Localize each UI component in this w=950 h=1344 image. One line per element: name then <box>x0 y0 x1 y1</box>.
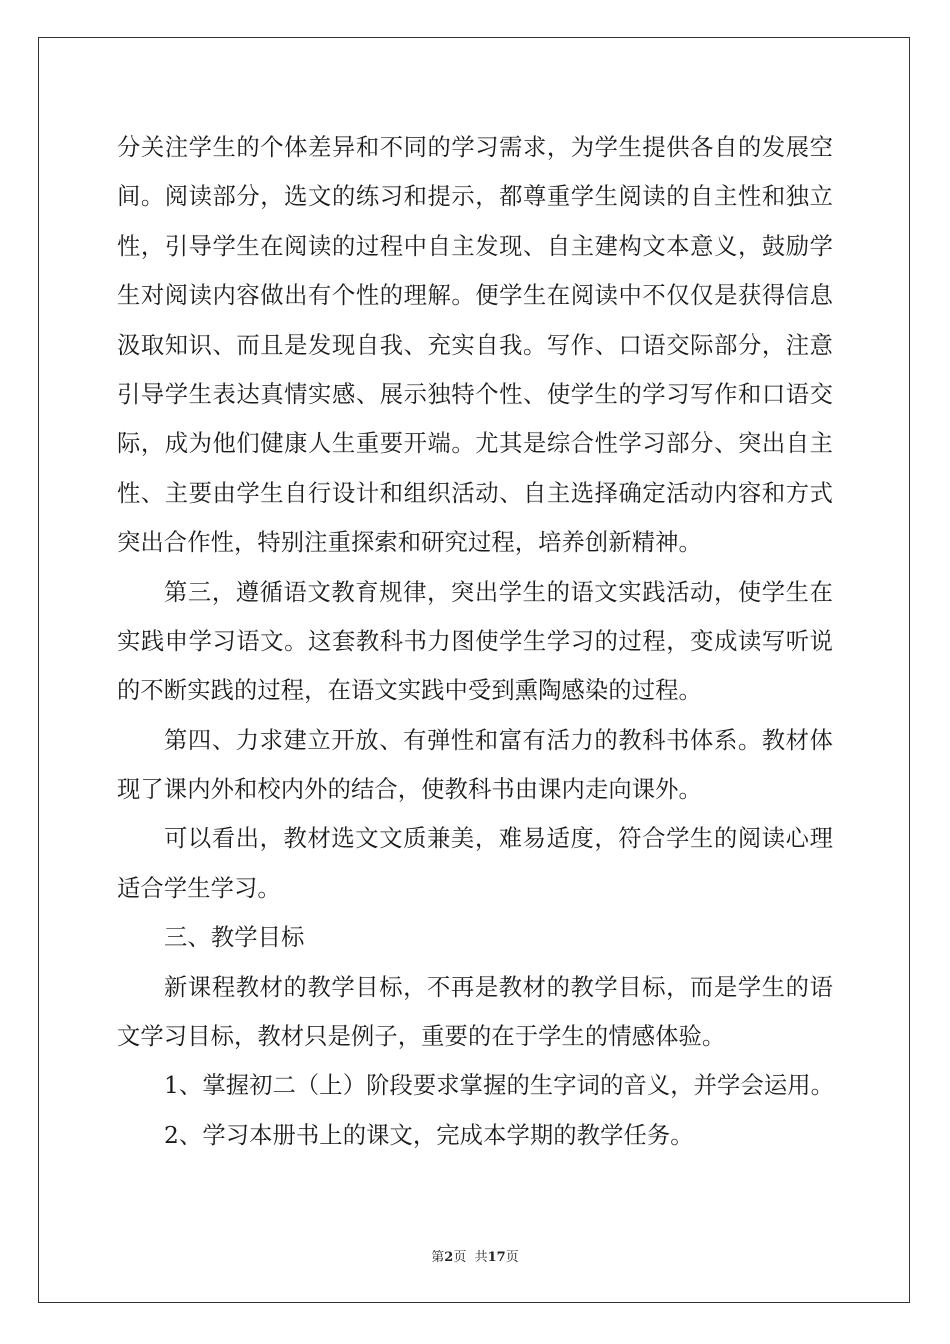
list-item: 1、掌握初二（上）阶段要求掌握的生字词的音义，并学会运用。 <box>164 1072 835 1100</box>
footer-page-number: 2 <box>444 1250 454 1265</box>
document-body <box>117 128 833 1165</box>
text-line: 实践申学习语文。这套教科书力图使学生学习的过程，变成读写听说 <box>117 627 833 655</box>
text-line: 汲取知识、而且是发现自我、充实自我。写作、口语交际部分，注意 <box>117 331 833 359</box>
footer-total-pages: 17 <box>487 1250 506 1265</box>
paragraph-fourth-line: 第四、力求建立开放、有弹性和富有活力的教科书体系。教材体 <box>164 726 833 754</box>
paragraph-summary-line: 可以看出，教材选文文质兼美，难易适度，符合学生的阅读心理 <box>164 825 833 853</box>
text-line: 分关注学生的个体差异和不同的学习需求，为学生提供各自的发展空 <box>117 134 833 161</box>
text-line: 现了课内外和校内外的结合，使教科书由课内走向课外。 <box>117 776 702 804</box>
text-line: 间。阅读部分，选文的练习和提示，都尊重学生阅读的自主性和独立 <box>117 183 833 211</box>
paragraph-third-line: 第三，遵循语文教育规律，突出学生的语文实践活动，使学生在 <box>164 578 833 606</box>
page-footer <box>0 1246 950 1265</box>
text-line: 文学习目标，教材只是例子，重要的在于学生的情感体验。 <box>117 1023 726 1051</box>
list-item: 2、学习本册书上的课文，完成本学期的教学任务。 <box>164 1121 694 1149</box>
footer-mid: 页 共 <box>453 1250 488 1265</box>
text-line: 突出合作性，特别注重探索和研究过程，培养创新精神。 <box>117 529 702 557</box>
text-line: 引导学生表达真情实感、展示独特个性、使学生的学习写作和口语交 <box>117 380 833 408</box>
paragraph-goals-line: 新课程教材的教学目标，不再是教材的教学目标，而是学生的语 <box>164 973 833 1001</box>
text-line: 生对阅读内容做出有个性的理解。便学生在阅读中不仅仅是获得信息 <box>117 282 833 310</box>
text-line: 的不断实践的过程，在语文实践中受到熏陶感染的过程。 <box>117 677 702 705</box>
text-line: 际，成为他们健康人生重要开端。尤其是综合性学习部分、突出自主 <box>117 430 833 458</box>
section-heading: 三、教学目标 <box>164 924 305 952</box>
text-line: 适合学生学习。 <box>117 874 281 902</box>
text-line: 性，引导学生在阅读的过程中自主发现、自主建构文本意义，鼓励学 <box>117 232 833 260</box>
footer-suffix: 页 <box>505 1250 519 1265</box>
footer-prefix: 第 <box>431 1250 445 1265</box>
text-line: 性、主要由学生自行设计和组织活动、自主选择确定活动内容和方式 <box>117 479 833 507</box>
